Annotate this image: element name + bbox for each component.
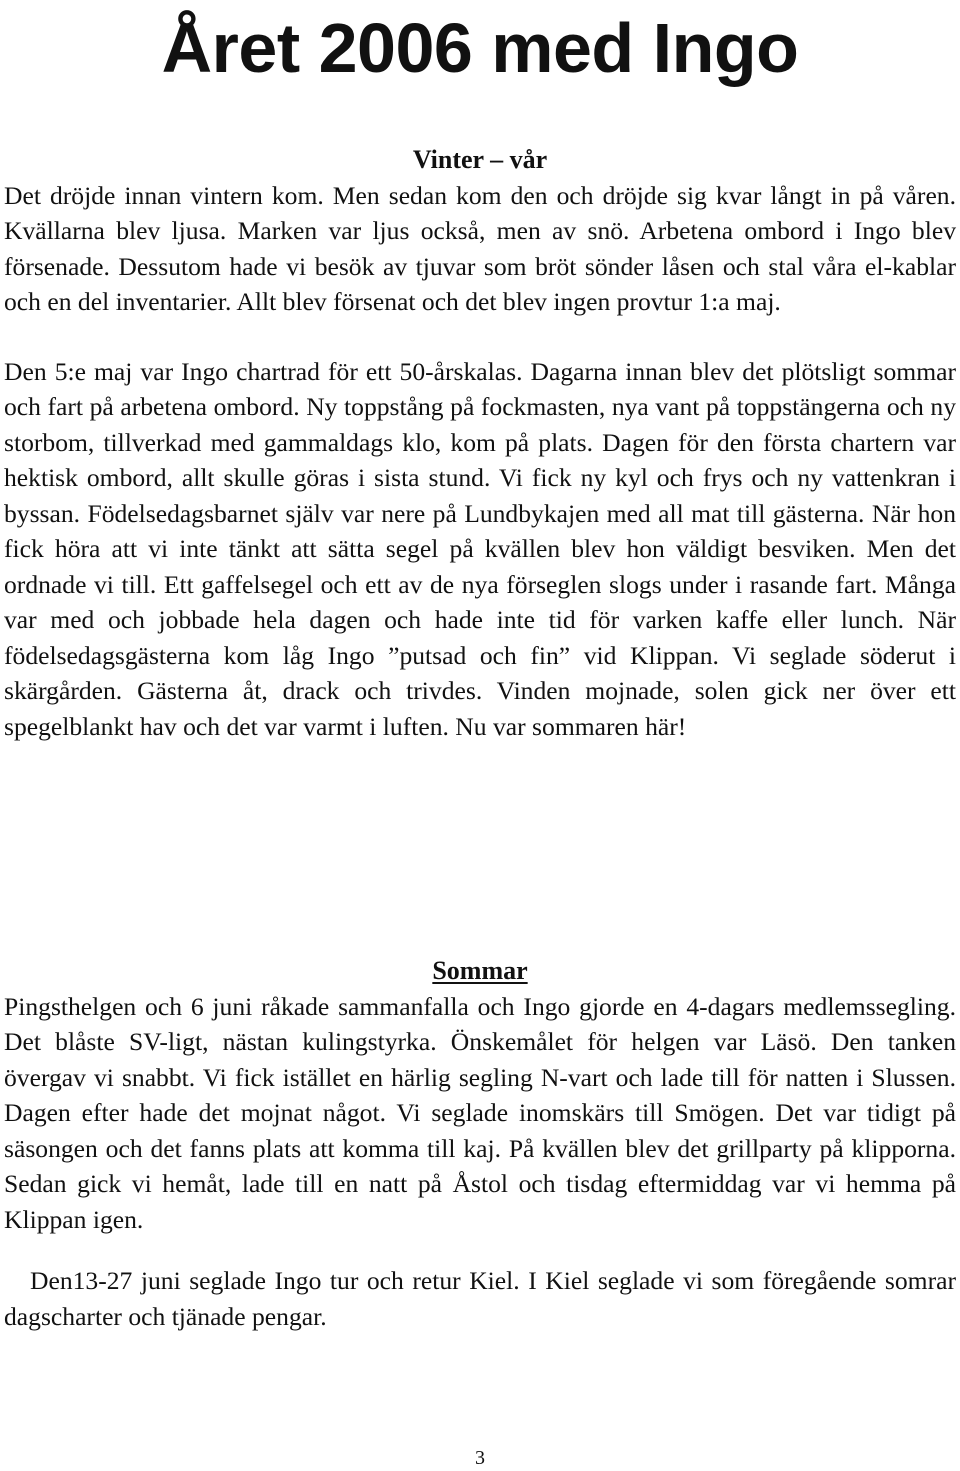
page-number: 3 bbox=[475, 1447, 485, 1469]
paragraph-winter-spring-2: Den 5:e maj var Ingo chartrad för ett 50-årskalas. Dagarna innan blev det plötsligt sommar och fart på arbetena ombord. Ny toppstång på fockmasten, nya vant på toppstängerna och ny storbom, tillverkad med gammaldags klo, kom på plats. Dagen för den första chartern var hektisk ombord, allt skulle göras i sista stund. Vi fick ny kyl och frys och ny vattenkran i byssan. Födelsedagsbarnet själv var nere på Lundbykajen med all mat till gästerna. När hon fick höra att vi inte tänkt att sätta segel på kvällen blev hon väldigt besviken. Men det ordnade vi till. Ett gaffelsegel och ett av de nya förseglen slogs under i rasande fart. Många var med och jobbade hela dagen och hade inte tid för varken kaffe eller lunch. När födelsedagsgästerna kom låg Ingo ”putsad och fin” vid Klippan. Vi seglade söderut i skärgården. Gästerna åt, drack och trivdes. Vinden mojnade, solen gick ner över ett spegelblankt hav och det var varmt i luften. Nu var sommaren här! bbox=[4, 356, 956, 741]
paragraph-summer-2: Den13-27 juni seglade Ingo tur och retur Kiel. I Kiel seglade vi som föregående somrar dagscharter och tjänade pengar. bbox=[4, 1266, 956, 1331]
paragraph-summer-1: Pingsthelgen och 6 juni råkade sammanfalla och Ingo gjorde en 4-dagars medlemssegling. Det blåste SV-ligt, nästan kulingstyrka. Önskemålet för helgen var Läsö. Den tanken övergav vi snabbt. Vi fick istället en härlig segling N-vart och lade till för natten i Slussen. Dagen efter hade det mojnat något. Vi seglade inomskärs till Smögen. Det var tidigt på säsongen och det fanns plats att komma till kaj. På kvällen blev det grillparty på klipporna. Sedan gick vi hemåt, lade till en natt på Åstol och tisdag eftermiddag var vi hemma på Klippan igen. bbox=[4, 991, 956, 1234]
section-winter-spring bbox=[4, 142, 956, 744]
section-summer bbox=[4, 953, 956, 1334]
section-heading-winter-spring: Vinter – vår bbox=[412, 145, 548, 174]
page-title: Året 2006 med Ingo bbox=[161, 9, 799, 87]
paragraph-winter-spring-1: Det dröjde innan vintern kom. Men sedan kom den och dröjde sig kvar långt in på våren. Kvällarna blev ljusa. Marken var ljus också, men av snö. Arbetena ombord i Ingo blev försenade. Dessutom hade vi besök av tjuvar som bröt sönder låsen och stal våra el-kablar och en del inventarier. Allt blev försenat och det blev ingen provtur 1:a maj. bbox=[4, 180, 956, 316]
section-heading-summer: Sommar bbox=[432, 956, 528, 985]
